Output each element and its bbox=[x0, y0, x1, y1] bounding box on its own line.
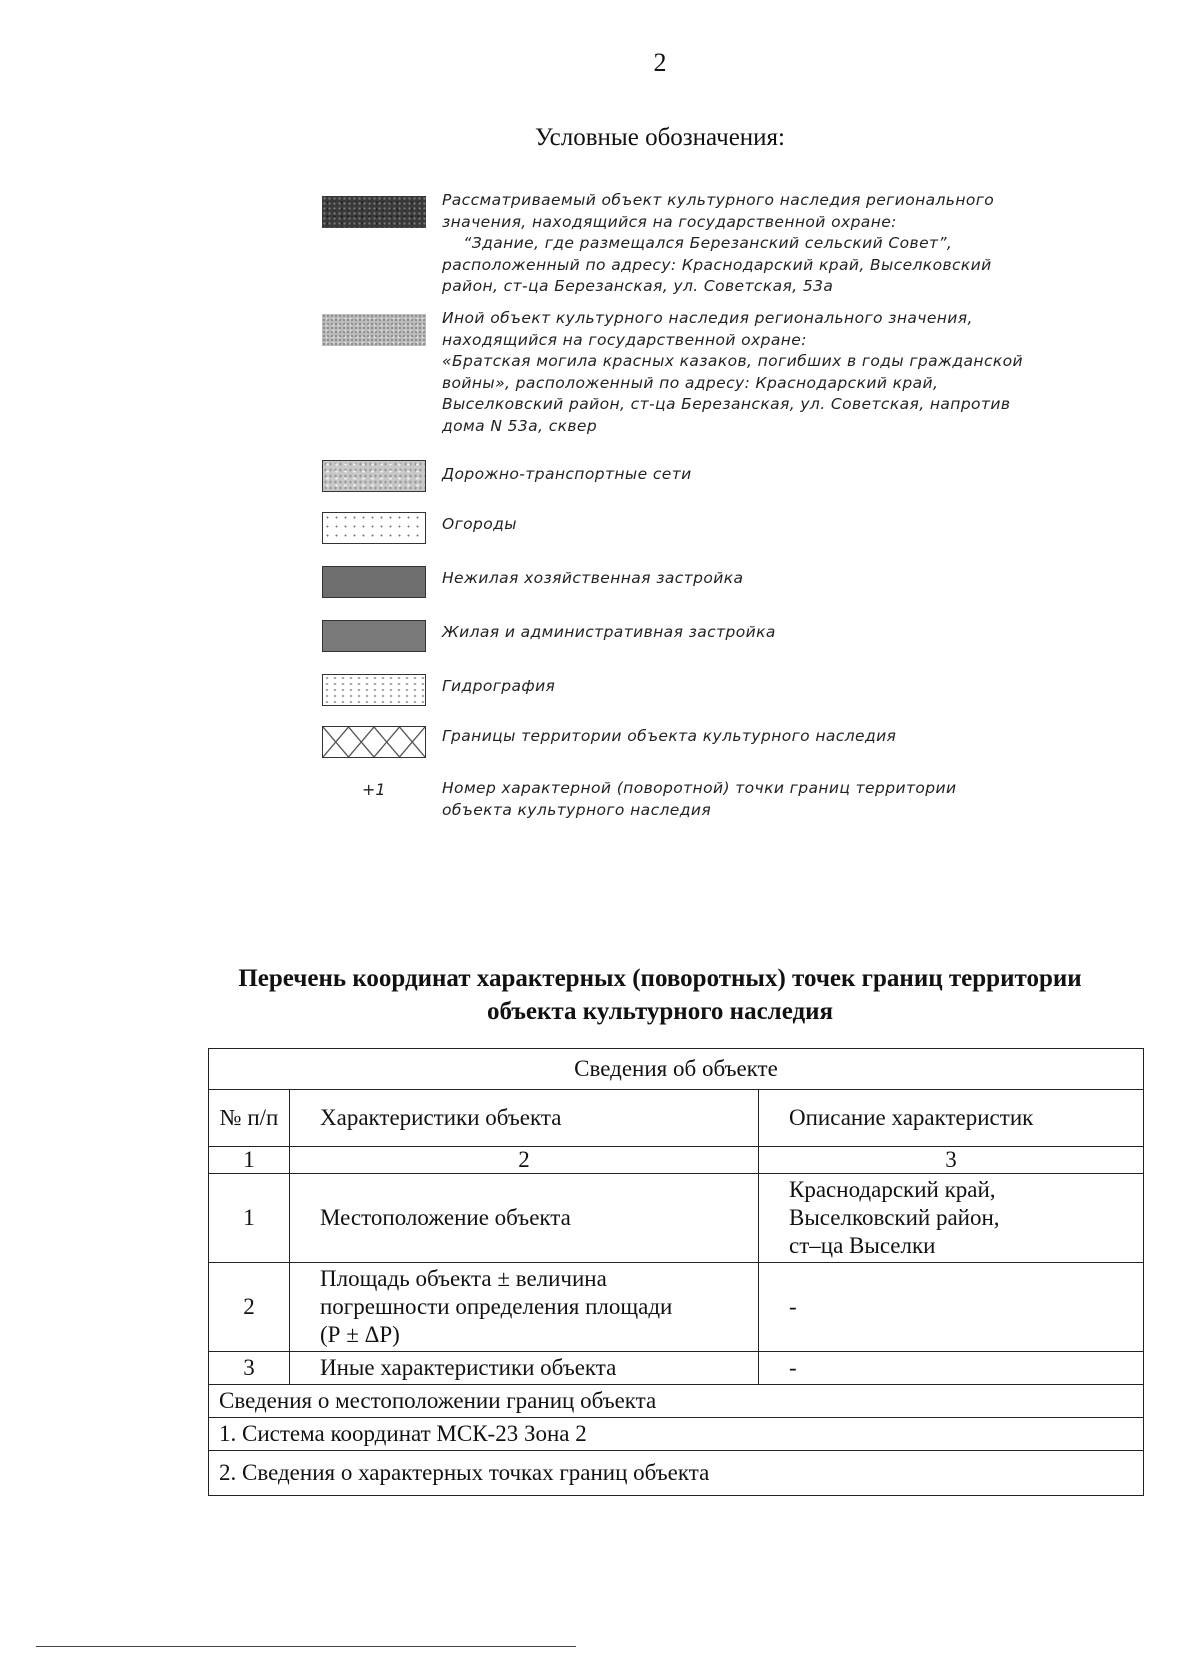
legend-text: Жилая и административная застройка bbox=[442, 623, 776, 641]
column-number-row bbox=[209, 1147, 1144, 1174]
table-row bbox=[209, 1263, 1144, 1352]
legend-text: Нежилая хозяйственная застройка bbox=[442, 569, 744, 587]
legend-text: Рассматриваемый объект культурного наследия регионального значения, находящийся на государственной охране: “Здание, где размещался Березанский сельский Совет”, расположенный по адресу: Краснодарский край, Выселковский район, ст-ца Березанская, ул. Советская, 53а bbox=[442, 191, 995, 295]
hydro-swatch bbox=[322, 674, 426, 706]
coord-system: 1. Система координат МСК-23 Зона 2 bbox=[209, 1418, 1144, 1451]
table-row bbox=[209, 1352, 1144, 1385]
col-number: 2 bbox=[290, 1147, 759, 1174]
dark-object-swatch bbox=[322, 196, 426, 228]
residential-swatch bbox=[322, 620, 426, 652]
col-header-num: № п/п bbox=[209, 1090, 290, 1147]
table-header-row bbox=[209, 1049, 1144, 1090]
row-desc: - bbox=[759, 1263, 1144, 1352]
row-char: Местоположение объекта bbox=[290, 1174, 759, 1263]
boundary-header: Сведения о местоположении границ объекта bbox=[209, 1385, 1144, 1418]
points-header: 2. Сведения о характерных точках границ объекта bbox=[209, 1451, 1144, 1496]
boundary-swatch bbox=[322, 726, 426, 758]
garden-swatch bbox=[322, 512, 426, 544]
legend-text: Огороды bbox=[442, 515, 517, 533]
row-char: Площадь объекта ± величина погрешности определения площади (Р ± ΔР) bbox=[290, 1263, 759, 1352]
column-header-row bbox=[209, 1090, 1144, 1147]
col-header-desc: Описание характеристик bbox=[759, 1090, 1144, 1147]
legend-text: Границы территории объекта культурного наследия bbox=[442, 727, 897, 745]
row-desc: Краснодарский край, Выселковский район, ст–ца Выселки bbox=[759, 1174, 1144, 1263]
row-desc: - bbox=[759, 1352, 1144, 1385]
point-number-marker: +1 bbox=[362, 780, 386, 799]
legend-text: Дорожно-транспортные сети bbox=[442, 465, 692, 483]
legend-text: Гидрография bbox=[442, 677, 556, 695]
table-header: Сведения об объекте bbox=[209, 1049, 1144, 1090]
footnote-divider bbox=[36, 1646, 576, 1647]
object-info-table bbox=[208, 1048, 1144, 1496]
page-number: 2 bbox=[653, 48, 667, 77]
grey-object-swatch bbox=[322, 314, 426, 346]
row-num: 1 bbox=[209, 1174, 290, 1263]
legend-title: Условные обозначения: bbox=[534, 124, 786, 151]
boundary-header-row bbox=[209, 1385, 1144, 1418]
row-num: 2 bbox=[209, 1263, 290, 1352]
table-row bbox=[209, 1174, 1144, 1263]
row-char: Иные характеристики объекта bbox=[290, 1352, 759, 1385]
coord-system-row bbox=[209, 1418, 1144, 1451]
crosshatch-icon bbox=[323, 727, 425, 757]
section-title: Перечень координат характерных (поворотных) точек границ территории объекта культурного наследия bbox=[238, 965, 1082, 1025]
col-header-char: Характеристики объекта bbox=[290, 1090, 759, 1147]
col-number: 1 bbox=[209, 1147, 290, 1174]
col-number: 3 bbox=[759, 1147, 1144, 1174]
legend-text: Номер характерной (поворотной) точки границ территории объекта культурного наследия bbox=[442, 779, 957, 819]
points-header-row bbox=[209, 1451, 1144, 1496]
non-residential-swatch bbox=[322, 566, 426, 598]
row-num: 3 bbox=[209, 1352, 290, 1385]
legend-text: Иной объект культурного наследия регионального значения, находящийся на государственной охране: «Братская могила красных казаков, погибших в годы гражданской войны», расположенный по адресу: Краснодарский край, Выселковский район, ст-ца Березанская, ул. Советская, напротив дома N 53а, сквер bbox=[442, 309, 1024, 435]
road-swatch bbox=[322, 460, 426, 492]
